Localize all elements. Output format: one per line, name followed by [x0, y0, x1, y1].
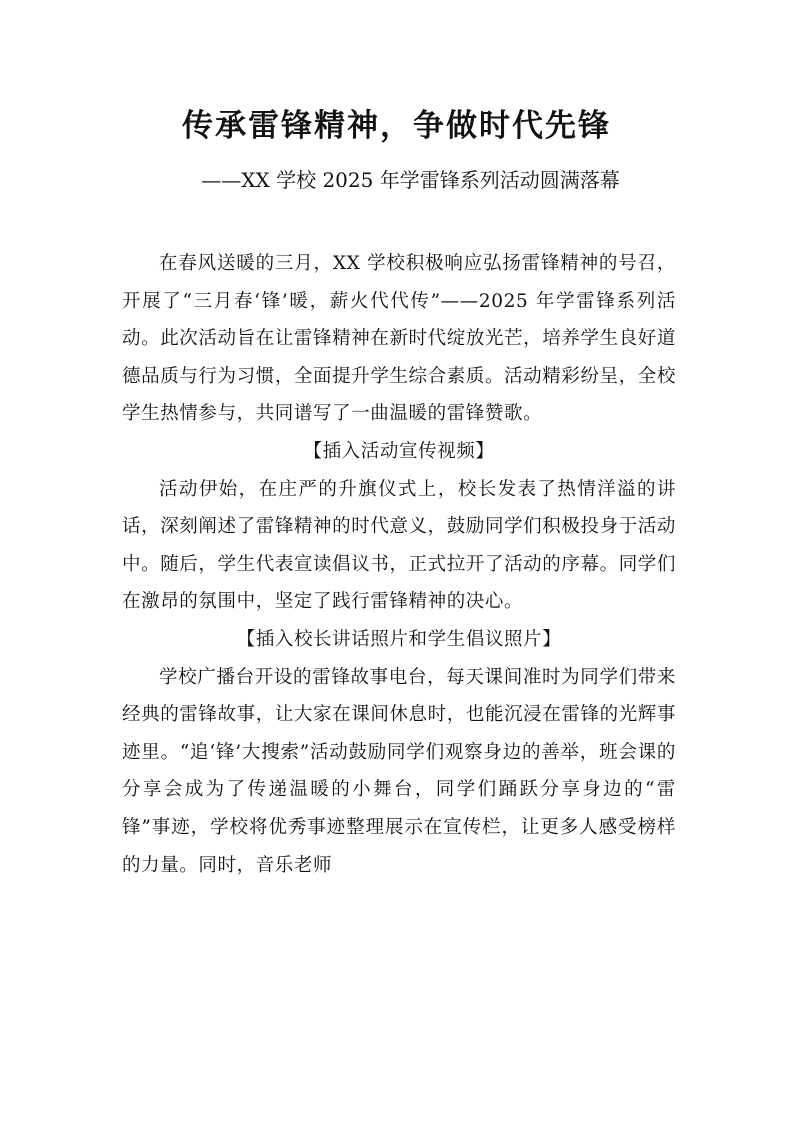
page-title: 传承雷锋精神，争做时代先锋: [182, 108, 611, 144]
paragraph-activities: 学校广播台开设的雷锋故事电台，每天课间准时为同学们带来经典的雷锋故事，让大家在课间休息时，也能沉浸在雷锋的光辉事迹里。“追‘锋’大搜索”活动鼓励同学们观察身边的善举，班会课的分享会成为了传递温暖的小舞台，同学们踊跃分享身边的“雷锋”事迹，学校将优秀事迹整理展示在宣传栏，让更多人感受榜样的力量。同时，音乐老师: [122, 666, 676, 876]
insert-placeholder-photos: 【插入校长讲话照片和学生倡议照片】: [236, 628, 562, 650]
page-subtitle: ——XX 学校 2025 年学雷锋系列活动圆满落幕: [201, 168, 620, 192]
paragraph-opening-ceremony: 活动伊始，在庄严的升旗仪式上，校长发表了热情洋溢的讲话，深刻阐述了雷锋精神的时代意义，鼓励同学们积极投身于活动中。随后，学生代表宣读倡议书，正式拉开了活动的序幕。同学们在激昂的氛围中，坚定了践行雷锋精神的决心。: [122, 478, 676, 613]
insert-placeholder-video: 【插入活动宣传视频】: [303, 440, 495, 462]
paragraph-intro: 在春风送暖的三月，XX 学校积极响应弘扬雷锋精神的号召，开展了“三月春‘锋’暖，薪火代代传”——2025 年学雷锋系列活动。此次活动旨在让雷锋精神在新时代绽放光芒，培养学生良好道德品质与行为习惯，全面提升学生综合素质。活动精彩纷呈，全校学生热情参与，共同谱写了一曲温暖的雷锋赞歌。: [122, 253, 676, 425]
article-body: [122, 245, 676, 884]
